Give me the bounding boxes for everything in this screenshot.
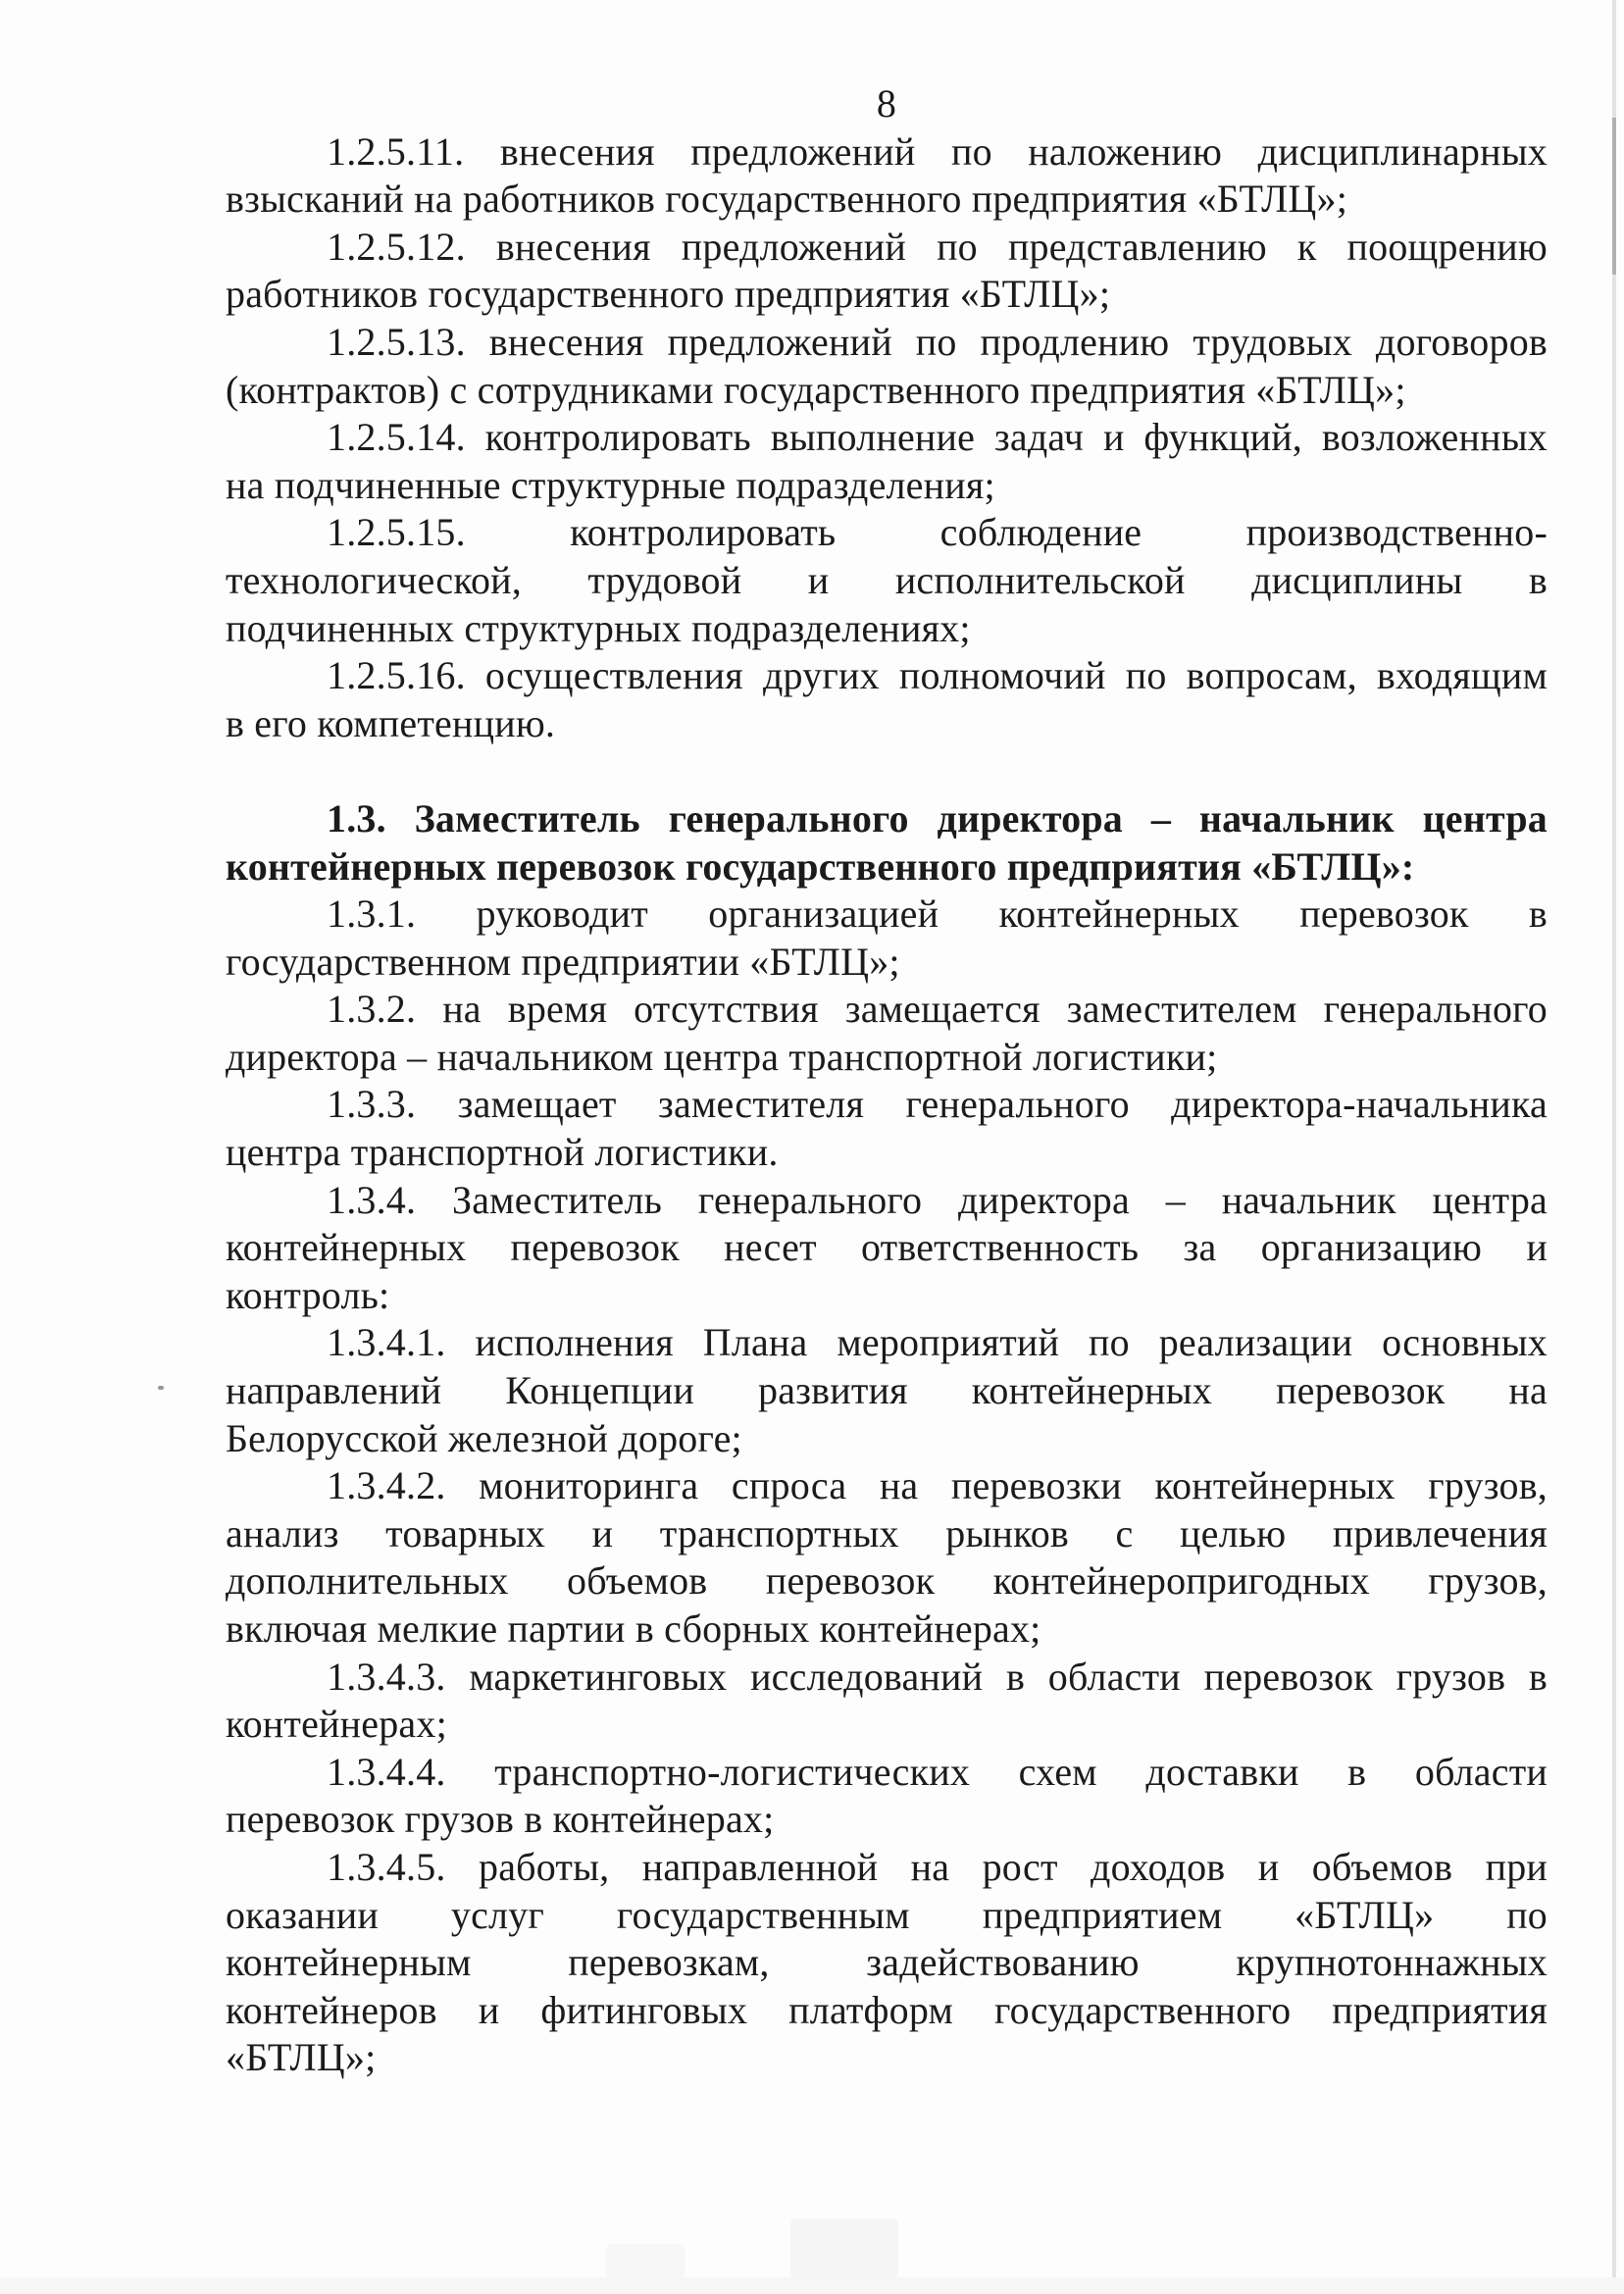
paragraph-1.2.5.14 xyxy=(226,414,1548,509)
text-line: технологической, трудовой и исполнительской дисциплины в xyxy=(226,557,1548,602)
text-line: 1.3.3. замещает заместителя генерального директора-начальника xyxy=(327,1082,1548,1127)
text-line: директора – начальником центра транспортной логистики; xyxy=(226,1034,1218,1079)
scan-margin-dot xyxy=(158,1386,164,1390)
text-line: 1.3.4.5. работы, направленной на рост доходов и объемов при xyxy=(327,1844,1548,1889)
paragraph-1.3.4.4 xyxy=(226,1749,1548,1844)
text-line: анализ товарных и транспортных рынков с целью привлечения xyxy=(226,1510,1548,1555)
text-line: 1.3.4.2. мониторинга спроса на перевозки контейнерных грузов, xyxy=(327,1463,1548,1508)
text-line: 1.3.4. Заместитель генерального директора – начальник центра xyxy=(327,1177,1548,1222)
text-line: центра транспортной логистики. xyxy=(226,1130,779,1175)
paragraph-1.2.5.16 xyxy=(226,652,1548,747)
text-line: «БТЛЦ»; xyxy=(226,2035,377,2080)
text-line: включая мелкие партии в сборных контейнерах; xyxy=(226,1606,1041,1651)
text-line: оказании услуг государственным предприятием «БТЛЦ» по xyxy=(226,1892,1548,1937)
paragraph-1.3.4.1 xyxy=(226,1319,1548,1462)
page-content xyxy=(226,80,1548,2082)
paragraph-1.2.5.11 xyxy=(226,128,1548,224)
text-line: 1.3.4.1. исполнения Плана мероприятий по реализации основных xyxy=(327,1320,1548,1365)
text-line: в его компетенцию. xyxy=(226,700,556,745)
scan-smudge xyxy=(790,2218,898,2277)
text-line: контейнерах; xyxy=(226,1702,447,1747)
text-line: направлений Концепции развития контейнерных перевозок на xyxy=(226,1368,1548,1413)
text-line: контейнерным перевозкам, задействованию крупнотоннажных xyxy=(226,1940,1548,1985)
paragraph-1.3.3 xyxy=(226,1081,1548,1176)
text-line: перевозок грузов в контейнерах; xyxy=(226,1797,775,1842)
paragraph-1.2.5.12 xyxy=(226,224,1548,319)
paragraph-1.3.1 xyxy=(226,891,1548,986)
scan-edge-line xyxy=(1612,0,1616,2294)
text-line: контейнерных перевозок несет ответственность за организацию и xyxy=(226,1225,1548,1270)
text-line: контейнерных перевозок государственного предприятия «БТЛЦ»: xyxy=(226,843,1415,889)
paragraph-1.3.4.2 xyxy=(226,1462,1548,1653)
text-line: 1.3.1. руководит организацией контейнерных перевозок в xyxy=(327,892,1548,937)
document-body xyxy=(226,128,1548,2082)
text-line: 1.3.2. на время отсутствия замещается заместителем генерального xyxy=(327,987,1548,1032)
text-line: работников государственного предприятия «БТЛЦ»; xyxy=(226,272,1111,317)
text-line: (контрактов) с сотрудниками государственного предприятия «БТЛЦ»; xyxy=(226,367,1406,412)
paragraph-1.3.4.5 xyxy=(226,1844,1548,2082)
text-line: взысканий на работников государственного предприятия «БТЛЦ»; xyxy=(226,177,1348,222)
text-line: 1.2.5.13. внесения предложений по продлению трудовых договоров xyxy=(327,319,1548,364)
text-line: 1.3.4.4. транспортно-логистических схем доставки в области xyxy=(327,1749,1548,1794)
paragraph-1.3.2 xyxy=(226,986,1548,1081)
text-line: 1.2.5.14. контролировать выполнение задач и функций, возложенных xyxy=(327,415,1548,460)
scan-smudge xyxy=(606,2244,685,2281)
paragraph-1.2.5.15 xyxy=(226,509,1548,652)
paragraph-1.3.4.3 xyxy=(226,1654,1548,1749)
text-line: 1.3.4.3. маркетинговых исследований в области перевозок грузов в xyxy=(327,1654,1548,1699)
text-line: на подчиненные структурные подразделения; xyxy=(226,462,995,507)
text-line: Белорусской железной дороге; xyxy=(226,1415,742,1460)
paragraph-1.3.4 xyxy=(226,1177,1548,1320)
text-line: подчиненных структурных подразделениях; xyxy=(226,605,971,650)
scan-edge-line-dark-segment xyxy=(1612,118,1616,275)
scan-bottom-band xyxy=(0,2277,1624,2294)
text-line: контроль: xyxy=(226,1272,390,1317)
paragraph-1.3 xyxy=(226,795,1548,891)
text-line: 1.2.5.15. контролировать соблюдение производственно- xyxy=(327,510,1548,555)
text-line: 1.2.5.11. внесения предложений по наложению дисциплинарных xyxy=(327,128,1548,174)
text-line: 1.2.5.16. осуществления других полномочий по вопросам, входящим xyxy=(327,653,1548,698)
page-number: 8 xyxy=(876,81,897,126)
paragraph-1.2.5.13 xyxy=(226,319,1548,414)
text-line: 1.2.5.12. внесения предложений по представлению к поощрению xyxy=(327,224,1548,269)
text-line: государственном предприятии «БТЛЦ»; xyxy=(226,939,900,984)
text-line: контейнеров и фитинговых платформ государственного предприятия xyxy=(226,1987,1548,2032)
text-line: 1.3. Заместитель генерального директора – начальник центра xyxy=(327,795,1548,841)
text-line: дополнительных объемов перевозок контейнеропригодных грузов, xyxy=(226,1558,1548,1604)
